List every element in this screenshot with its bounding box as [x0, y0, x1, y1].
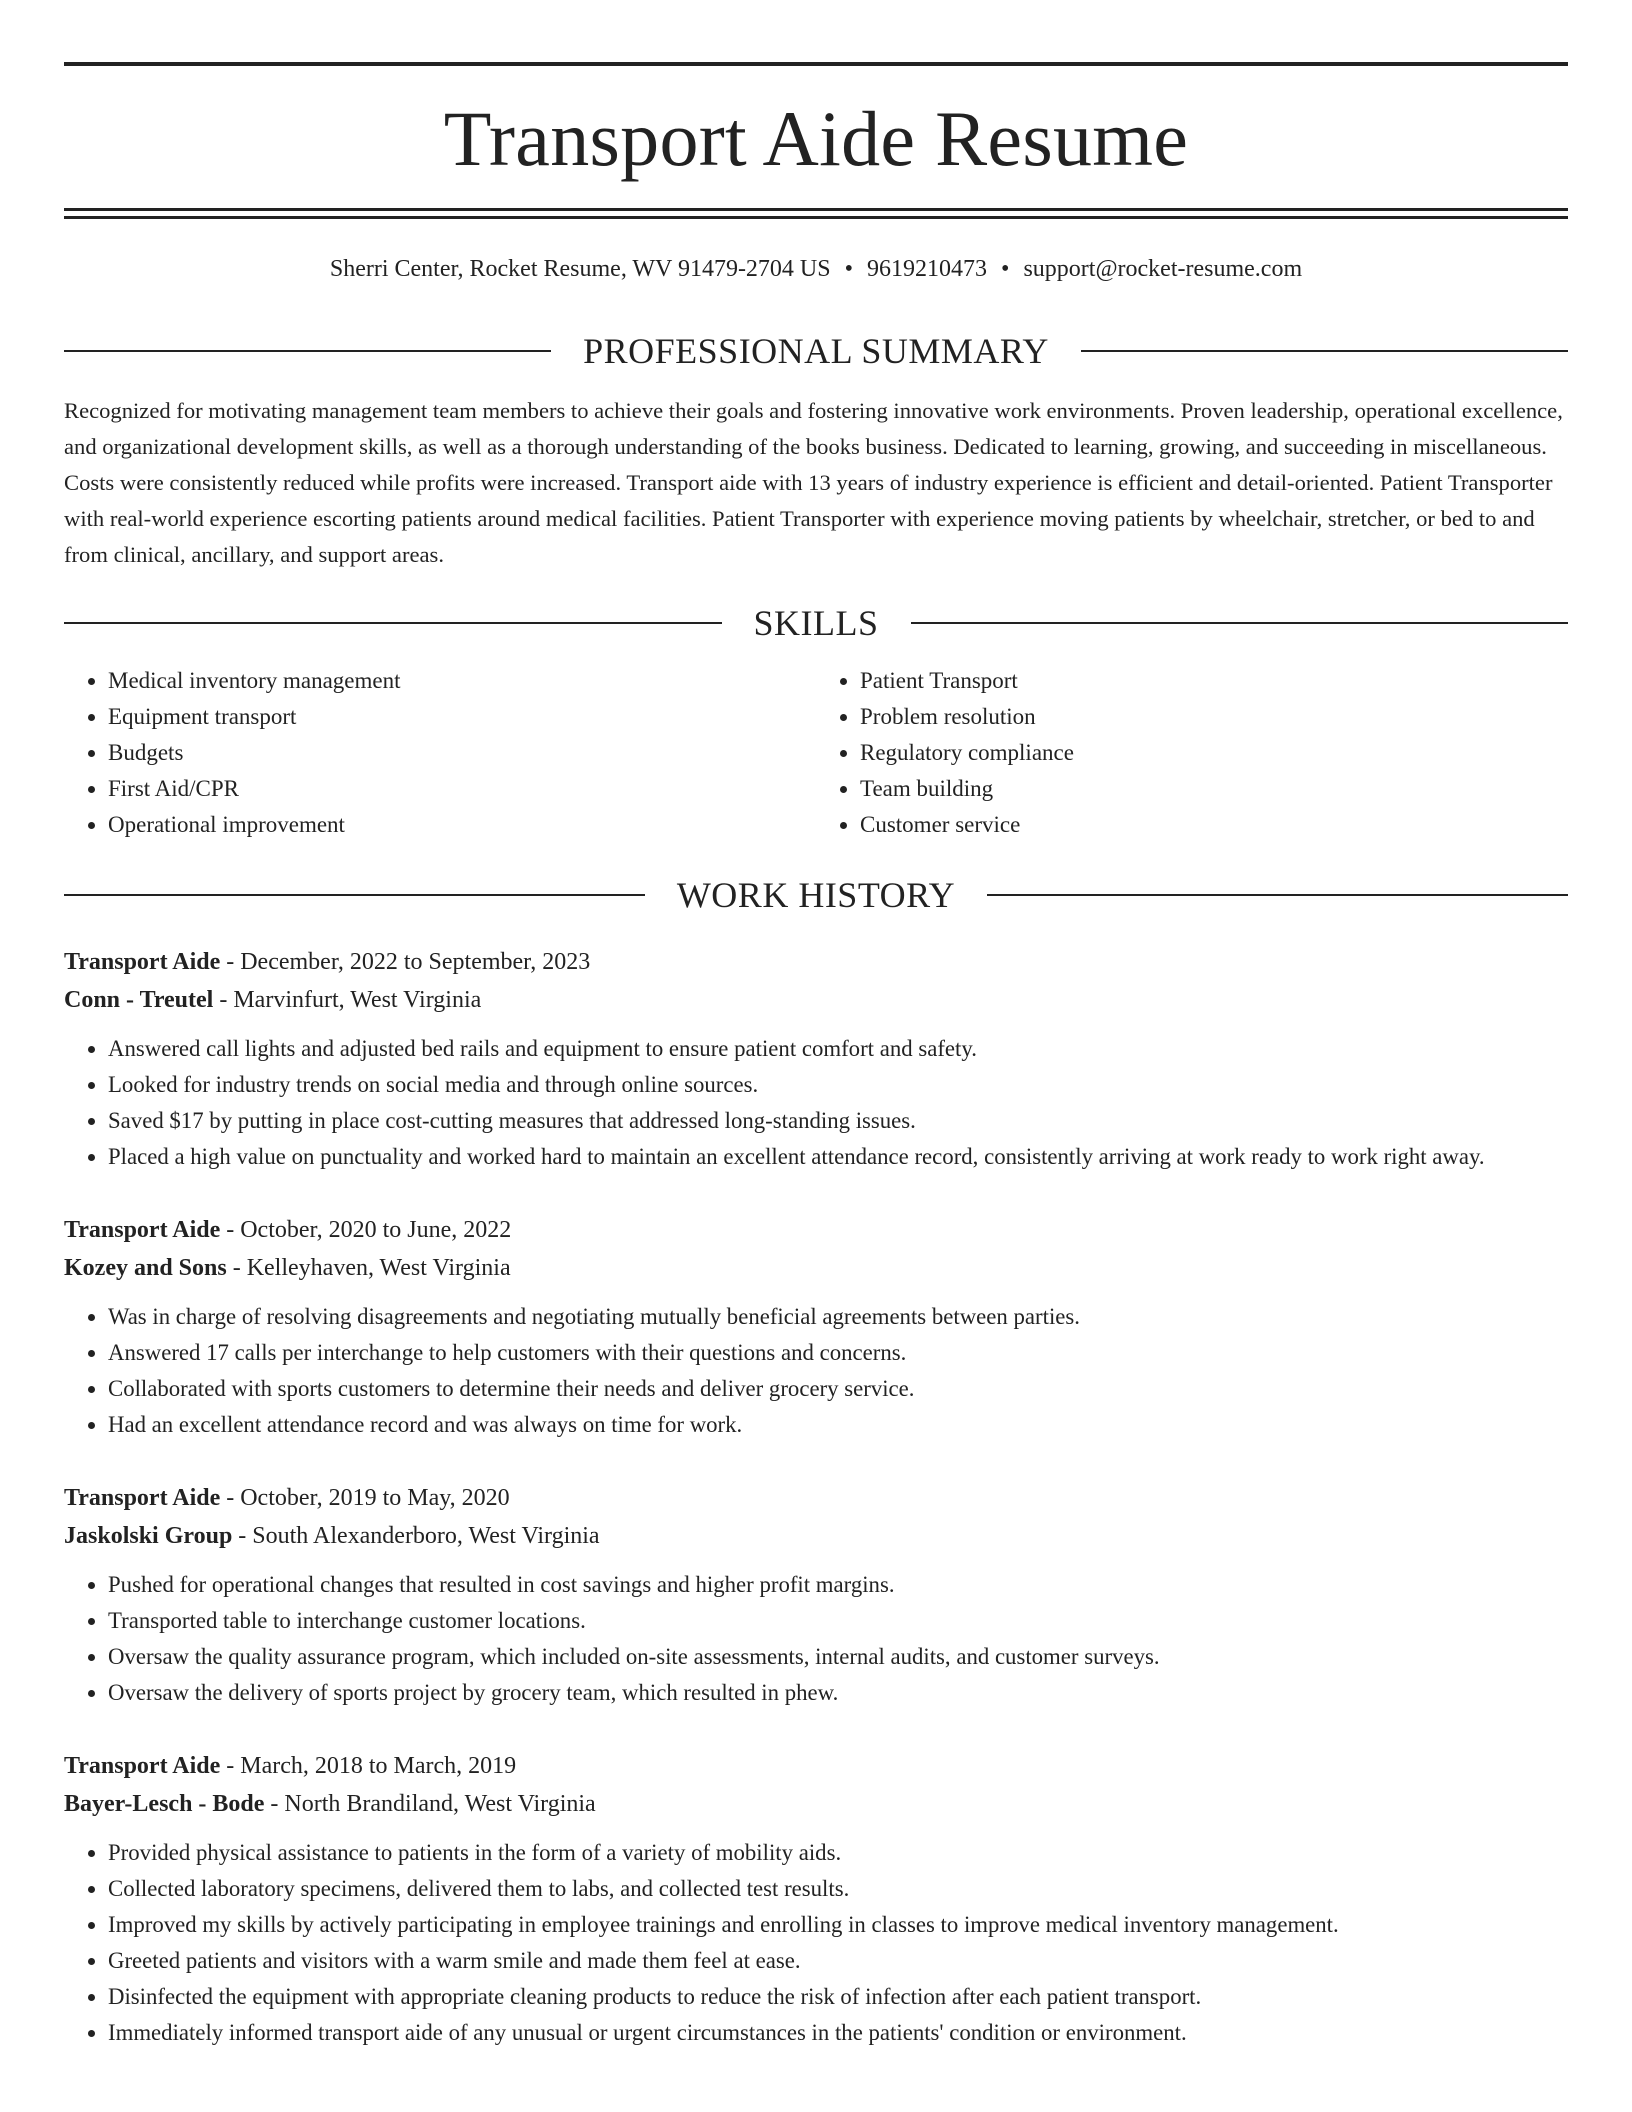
contact-phone: 9619210473	[867, 256, 988, 282]
divider-line	[64, 622, 722, 624]
skills-column-right	[816, 663, 1568, 843]
skill-item: • Medical inventory management	[108, 663, 816, 699]
job-title-line	[64, 943, 1568, 981]
job-company-line	[64, 1517, 1568, 1555]
job-bullet: • Looked for industry trends on social media and through online sources.	[108, 1067, 1568, 1103]
summary-section-header	[64, 333, 1568, 369]
divider-line	[911, 622, 1569, 624]
job-location: - North Brandiland, West Virginia	[264, 1791, 596, 1817]
job-location: - Marvinfurt, West Virginia	[213, 987, 482, 1013]
job-bullet: • Immediately informed transport aide of any unusual or urgent circumstances in the patients' condition or environment.	[108, 2015, 1568, 2051]
job-dates: - December, 2022 to September, 2023	[220, 949, 591, 975]
job-company: Jaskolski Group	[64, 1523, 233, 1549]
job-entry	[64, 1747, 1568, 2051]
skill-item: • First Aid/CPR	[108, 771, 816, 807]
job-bullets	[64, 1835, 1568, 2051]
job-title: Transport Aide	[64, 1753, 221, 1779]
contact-separator: •	[1001, 256, 1010, 282]
skills-column-left	[64, 663, 816, 843]
skill-item: • Problem resolution	[860, 699, 1568, 735]
job-bullet: • Placed a high value on punctuality and worked hard to maintain an excellent attendance record, consistently arriving at work ready to work right away.	[108, 1139, 1568, 1175]
job-bullet: • Oversaw the quality assurance program, which included on-site assessments, internal audits, and customer surveys.	[108, 1639, 1568, 1675]
skill-item: • Budgets	[108, 735, 816, 771]
job-bullet: • Collected laboratory specimens, delivered them to labs, and collected test results.	[108, 1871, 1568, 1907]
top-rule	[64, 62, 1568, 66]
job-location: - South Alexanderboro, West Virginia	[232, 1523, 600, 1549]
resume-title: Transport Aide Resume	[443, 95, 1189, 182]
job-company-line	[64, 1785, 1568, 1823]
job-bullet: • Pushed for operational changes that resulted in cost savings and higher profit margins.	[108, 1567, 1568, 1603]
job-bullets	[64, 1299, 1568, 1443]
summary-heading: PROFESSIONAL SUMMARY	[583, 331, 1049, 371]
job-bullet: • Disinfected the equipment with appropriate cleaning products to reduce the risk of infection after each patient transport.	[108, 1979, 1568, 2015]
job-bullet: • Answered call lights and adjusted bed rails and equipment to ensure patient comfort and safety.	[108, 1031, 1568, 1067]
job-bullets	[64, 1567, 1568, 1711]
job-title: Transport Aide	[64, 1217, 221, 1243]
job-bullet: • Improved my skills by actively participating in employee trainings and enrolling in classes to improve medical inventory management.	[108, 1907, 1568, 1943]
job-company: Conn - Treutel	[64, 987, 214, 1013]
job-dates: - October, 2019 to May, 2020	[220, 1485, 510, 1511]
work-heading: WORK HISTORY	[676, 875, 956, 915]
skill-item: • Patient Transport	[860, 663, 1568, 699]
skill-item: • Regulatory compliance	[860, 735, 1568, 771]
job-entry	[64, 1211, 1568, 1443]
job-bullets	[64, 1031, 1568, 1175]
job-title-line	[64, 1211, 1568, 1249]
job-title-line	[64, 1747, 1568, 1785]
title-double-rule	[64, 208, 1568, 219]
job-bullet: • Transported table to interchange customer locations.	[108, 1603, 1568, 1639]
skill-item: • Team building	[860, 771, 1568, 807]
job-company-line	[64, 981, 1568, 1019]
contact-address: Sherri Center, Rocket Resume, WV 91479-2704 US	[329, 256, 831, 282]
contact-line	[64, 257, 1568, 281]
job-title-line	[64, 1479, 1568, 1517]
job-bullet: • Oversaw the delivery of sports project by grocery team, which resulted in phew.	[108, 1675, 1568, 1711]
divider-line	[64, 350, 551, 352]
divider-line	[987, 894, 1568, 896]
job-company-line	[64, 1249, 1568, 1287]
job-company: Kozey and Sons	[64, 1255, 227, 1281]
skills-section-header	[64, 605, 1568, 641]
divider-line	[1081, 350, 1568, 352]
job-title: Transport Aide	[64, 949, 221, 975]
job-bullet: • Answered 17 calls per interchange to help customers with their questions and concerns.	[108, 1335, 1568, 1371]
job-company: Bayer-Lesch - Bode	[64, 1791, 265, 1817]
summary-text: Recognized for motivating management team members to achieve their goals and fostering innovative work environments. Proven leadership, operational excellence, and organizational development skills, as well as a thorough understanding of the books business. Dedicated to learning, growing, and succeeding in miscellaneous. Costs were consistently reduced while profits were increased. Transport aide with 13 years of industry experience is efficient and detail-oriented. Patient Transporter with real-world experience escorting patients around medical facilities. Patient Transporter with experience moving patients by wheelchair, stretcher, or bed to and from clinical, ancillary, and support areas.	[64, 398, 1563, 567]
skill-item: • Customer service	[860, 807, 1568, 843]
job-entry	[64, 943, 1568, 1175]
contact-separator: •	[844, 256, 854, 282]
job-bullet: • Was in charge of resolving disagreements and negotiating mutually beneficial agreements between parties.	[108, 1299, 1568, 1335]
job-title: Transport Aide	[64, 1485, 221, 1511]
job-bullet: • Collaborated with sports customers to determine their needs and deliver grocery service.	[108, 1371, 1568, 1407]
skills-list	[64, 663, 1568, 843]
job-location: - Kelleyhaven, West Virginia	[226, 1255, 511, 1281]
work-section-header	[64, 877, 1568, 913]
job-bullet: • Had an excellent attendance record and was always on time for work.	[108, 1407, 1568, 1443]
job-bullet: • Provided physical assistance to patients in the form of a variety of mobility aids.	[108, 1835, 1568, 1871]
job-bullet: • Greeted patients and visitors with a warm smile and made them feel at ease.	[108, 1943, 1568, 1979]
divider-line	[64, 894, 645, 896]
job-bullet: • Saved $17 by putting in place cost-cutting measures that addressed long-standing issues.	[108, 1103, 1568, 1139]
skills-heading: SKILLS	[753, 603, 879, 643]
contact-email: support@rocket-resume.com	[1023, 256, 1303, 282]
job-dates: - October, 2020 to June, 2022	[220, 1217, 512, 1243]
skill-item: • Operational improvement	[108, 807, 816, 843]
job-dates: - March, 2018 to March, 2019	[220, 1753, 517, 1779]
job-entry	[64, 1479, 1568, 1711]
skill-item: • Equipment transport	[108, 699, 816, 735]
